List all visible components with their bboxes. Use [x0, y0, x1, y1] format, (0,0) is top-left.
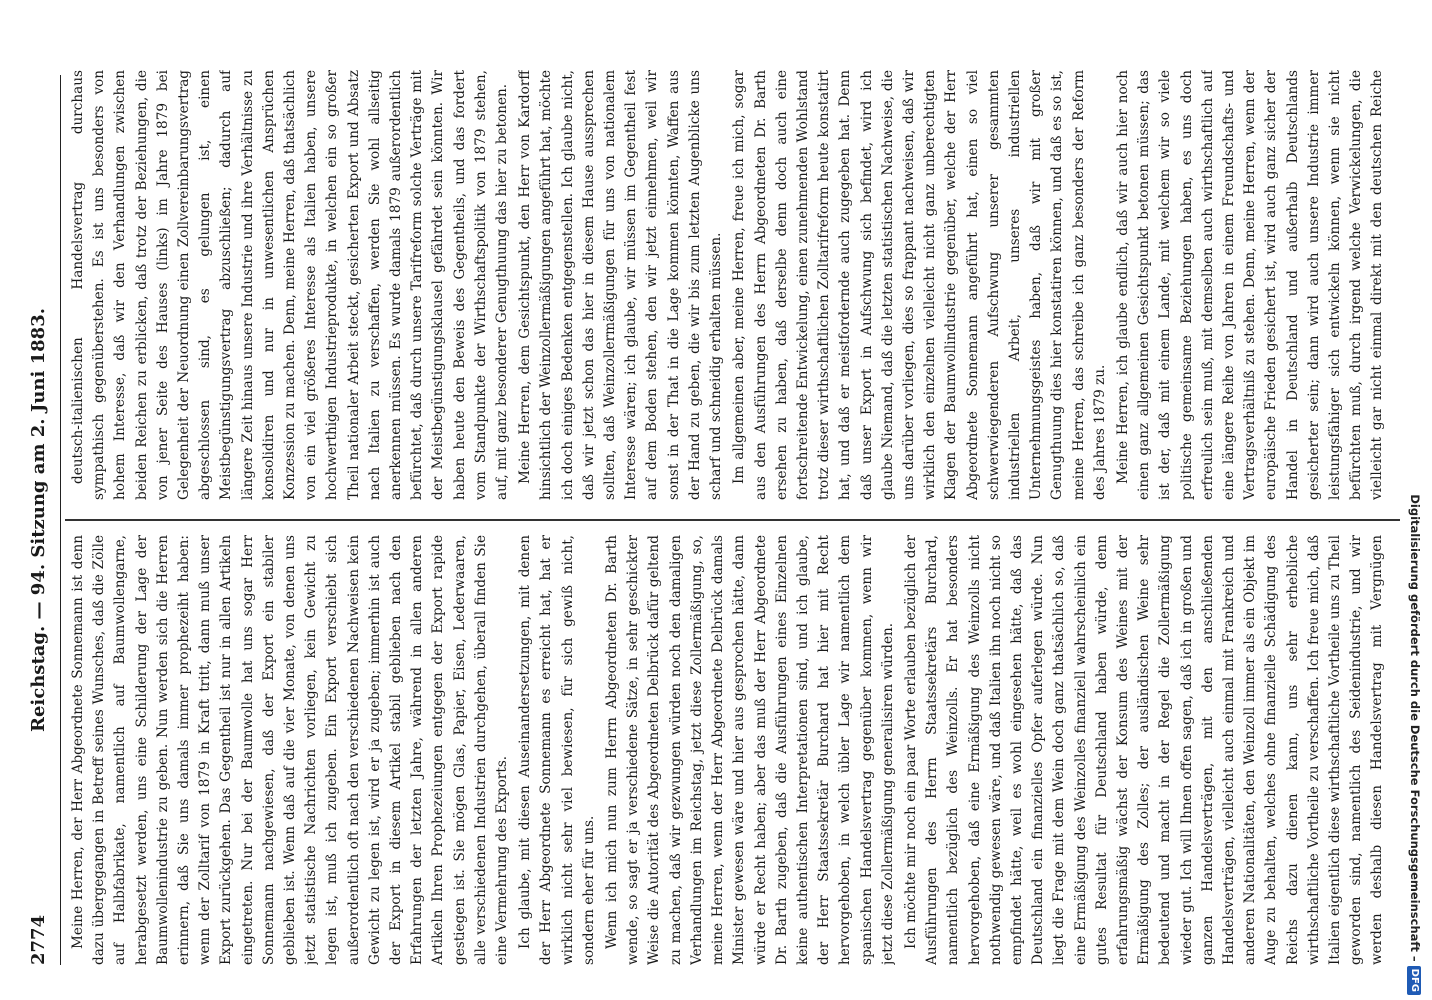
dfg-logo: DFG	[1408, 966, 1422, 995]
page-number: 2774	[28, 914, 49, 965]
paragraph: deutsch-italienischen Handelsvertrag durchaus sympathisch gegenüberstehen. Es ist uns besonders von hohem Interesse, daß wir den Verhandlungen zwischen beiden Reichen zu erblicken, daß trotz der Beziehungen, die von jener Seite des Hauses (links) im Jahre 1879 bei Gelegenheit der Neuordnung einen Zollvereinbarungsvertrag abgeschlossen sind, es gelungen ist, einen Meistbegünstigungsvertrag abzuschließen; dadurch auf längere Zeit hinaus unsere Industrie und ihre Verhältnisse zu konsolidiren und nur in unwesentlichen Ansprüchen Konzession zu machen. Denn, meine Herren, daß thatsächlich von ein viel größeres Interesse als Italien haben, unsere hochwerthigen Industrieprodukte, in welchen ein so großer Theil nationaler Arbeit steckt, gesicherten Export und Absatz nach Italien zu verschaffen, werden Sie wohl allseitig anerkennen müssen. Es wurde damals 1879 außerordentlich befürchtet, daß durch unsere Tarifreform solche Verträge mit der Meistbegünstigungsklausel gefährdet sein könnten. Wir haben heute den Beweis des Gegentheils, und das fordert vom Standpunkte der Wirthschaftspolitik von 1879 stehen, auf, mit ganz besonderer Genugthuung das hier zu betonen.	[70, 70, 511, 500]
column-divider	[65, 520, 1400, 522]
paragraph: Meine Herren, der Herr Abgeordnete Sonnemann ist denn dazu übergegangen in Betreff seines Wunsches, daß die Zölle auf Halbfabrikate, namentlich auf Baumwollengarne, herabgesetzt werden, uns eine Schilderung der Lage der Baumwollenindustrie zu geben. Nun werden sich die Herren erinnern, daß Sie uns damals immer prophezeiht haben: wenn der Zolltarif von 1879 in Kraft tritt, dann muß unser Export zurückgehen. Das Gegentheil ist nur in allen Artikeln eingetreten. Nur bei der Baumwolle hat uns sogar Herr Sonnemann nachgewiesen, daß der Export ein stabiler geblieben ist. Wenn daß auf die vier Monate, von denen uns jetzt statistische Nachrichten vorliegen, kein Gewicht zu legen ist, muß ich zugeben. Ein Export verschiebt sich außerordentlich oft nach den verschiedenen Nachweisen kein Gewicht zu legen ist, wird er ja zugeben; immerhin ist auch der Export in diesem Artikel stabil geblieben nach den Erfahrungen der letzten Jahre, während in allen anderen Artikeln Ihren Prophezeiungen entgegen der Export rapide gestiegen ist. Sie mögen Glas, Papier, Eisen, Lederwaaren, alle verschiedenen Industrien durchgehen, überall finden Sie eine Vermehrung des Exports.	[70, 535, 511, 965]
paragraph: Wenn ich mich nun zum Herrn Abgeordneten Dr. Barth wende, so sagt er ja verschiedene Sätze, in sehr geschickter Weise die Autorität des Abgeordneten Delbrück dafür geltend zu machen, daß wir gezwungen würden noch den damaligen Verhandlungen im Reichstag, jetzt diese Zollermäßigung, so, meine Herren, wenn der Herr Abgeordnete Delbrück damals Minister gewesen wäre und hier aus gesprochen hätte, dann würde er Recht haben; aber das muß der Herr Abgeordnete Dr. Barth zugeben, daß die Ausführungen eines Einzelnen keine authentischen Interpretationen sind, und ich glaube, der Herr Staatssekretär Burchard hat hier mit Recht hervorgehoben, in welch übler Lage wir namentlich dem spanischen Handelsvertrag gegenüber kommen, wenn wir jetzt diese Zollermäßigung generalisiren würden.	[604, 535, 896, 965]
rotated-page	[10, 50, 1400, 990]
paragraph: Im allgemeinen aber, meine Herren, freue ich mich, sogar aus den Ausführungen des Herrn Abgeordneten Dr. Barth ersehen zu haben, daß derselbe denn doch auch eine fortschreitende Entwickelung, einen zunehmenden Wohlstand trotz dieser wirthschaftlichen Zolltarifreform heute konstatirt hat, und daß er meistfordernde auch zugegeben hat. Denn daß unser Export in Aufschwung sich befindet, wird ich glaube Niemand, daß die letzten statistischen Nachweise, die uns darüber vorliegen, dies so frappant nachweisen, daß wir wirklich den einzelnen vielleicht nicht ganz unberechtigten Klagen der Baumwollindustrie gegenüber, welche der Herr Abgeordnete Sonnemann angeführt hat, einen so viel schwerwiegenderen Aufschwung unserer gesammten industriellen Arbeit, unseres industriellen Unternehmungsgeistes haben, daß wir mit großer Genugthuung dies hier konstatiren können, und daß es so ist, meine Herren, das schreibe ich ganz besonders der Reform des Jahres 1879 zu.	[731, 70, 1108, 500]
paragraph: Meine Herren, dem Gesichtspunkt, den Herr von Kardorff hinsichtlich der Weinzollermäßigungen angeführt hat, möchte ich doch einiges Bedenken entgegenstellen. Ich glaube nicht, daß wir jetzt schon das hier in diesem Hause aussprechen sollten, daß Weinzollermäßigungen für uns von nationalem Interesse wären; ich glaube, wir müssen im Gegentheil fest auf dem Boden stehen, den wir jetzt einnehmen, weil wir sonst in der That in die Lage kommen könnten, Waffen aus der Hand zu geben, die wir bis zum letzten Augenblicke uns scharf und schneidig erhalten müssen.	[517, 70, 725, 500]
left-column	[68, 535, 1388, 965]
digitization-note: Digitalisierung gefördert durch die Deutsche Forschungsgemeinschaft –	[1408, 494, 1422, 962]
paragraph: Ich glaube, mit diesen Auseinandersetzungen, mit denen der Herr Abgeordnete Sonnemann es erreicht hat, hat er wirklich nicht sehr viel bewiesen, für sich gewiß nicht, sondern eher für uns.	[517, 535, 597, 965]
sidebar-text	[1400, 5, 1430, 995]
page-header	[20, 75, 61, 965]
digitization-sidebar	[1400, 5, 1430, 995]
page-title: Reichstag. — 94. Sitzung am 2. Juni 1883.	[28, 308, 49, 732]
right-column	[68, 70, 1388, 500]
paragraph: Meine Herren, ich glaube endlich, daß wir auch hier noch einen ganz allgemeinen Gesichtspunkt betonen müssen; das ist der, daß mit einem Lande, mit welchem wir so viele politische gemeinsame Beziehungen haben, es uns doch erfreulich sein muß, mit demselben auch wirthschaftlich auf eine längere Reihe von Jahren in einem Freundschafts- und Vertragsverhältniß zu stehen. Denn, meine Herren, wenn der europäische Frieden gesichert ist, wird auch ganz sicher der Handel in Deutschland und außerhalb Deutschlands gesicherter sein; dann wird auch unsere Industrie immer leistungsfähiger sich entwickeln können, wenn sie nicht befürchten muß, durch irgend welche Verwickelungen, die vielleicht gar nicht einmal direkt mit den deutschen Reiche	[1114, 70, 1386, 500]
paragraph: Ich möchte mir noch ein paar Worte erlauben bezüglich der Ausführungen des Herrn Staatssekretärs Burchard, namentlich bezüglich des Weinzolls. Er hat besonders hervorgehoben, daß eine Ermäßigung des Weinzolls nicht nothwendig gewesen wäre, und daß Italien ihn noch nicht so empfindet hätte, weil es wohl eingesehen hätte, daß das Deutschland ein finanzielles Opfer auferlegen würde. Nun liegt die Frage mit dem Wein doch ganz thatsächlich so, daß eine Ermäßigung des Weinzolles finanziell wahrscheinlich ein gutes Resultat für Deutschland haben würde, denn erfahrungsmäßig wächst der Konsum des Weines mit der Ermäßigung des Zolles; der ausländischen Weine sehr bedeutend und macht in der Regel die Zollermäßigung wieder gut. Ich will Ihnen offen sagen, daß ich in großen und ganzen Handelsverträgen, mit den anschließenden Handelsverträgen, vielleicht auch einmal mit Frankreich und anderen Nationalitäten, den Weinzoll immer als ein Objekt im Auge zu behalten, welches ohne finanzielle Schädigung des Reichs dazu dienen kann, uns sehr erhebliche wirthschaftliche Vortheile zu verschaffen. Ich freue mich, daß Italien eigentlich diese wirthschaftliche Vortheile uns zu Theil geworden sind, namentlich des Seidenindustrie, und wir werden deshalb diesen Handelsvertrag mit Vergnügen	[902, 535, 1386, 965]
